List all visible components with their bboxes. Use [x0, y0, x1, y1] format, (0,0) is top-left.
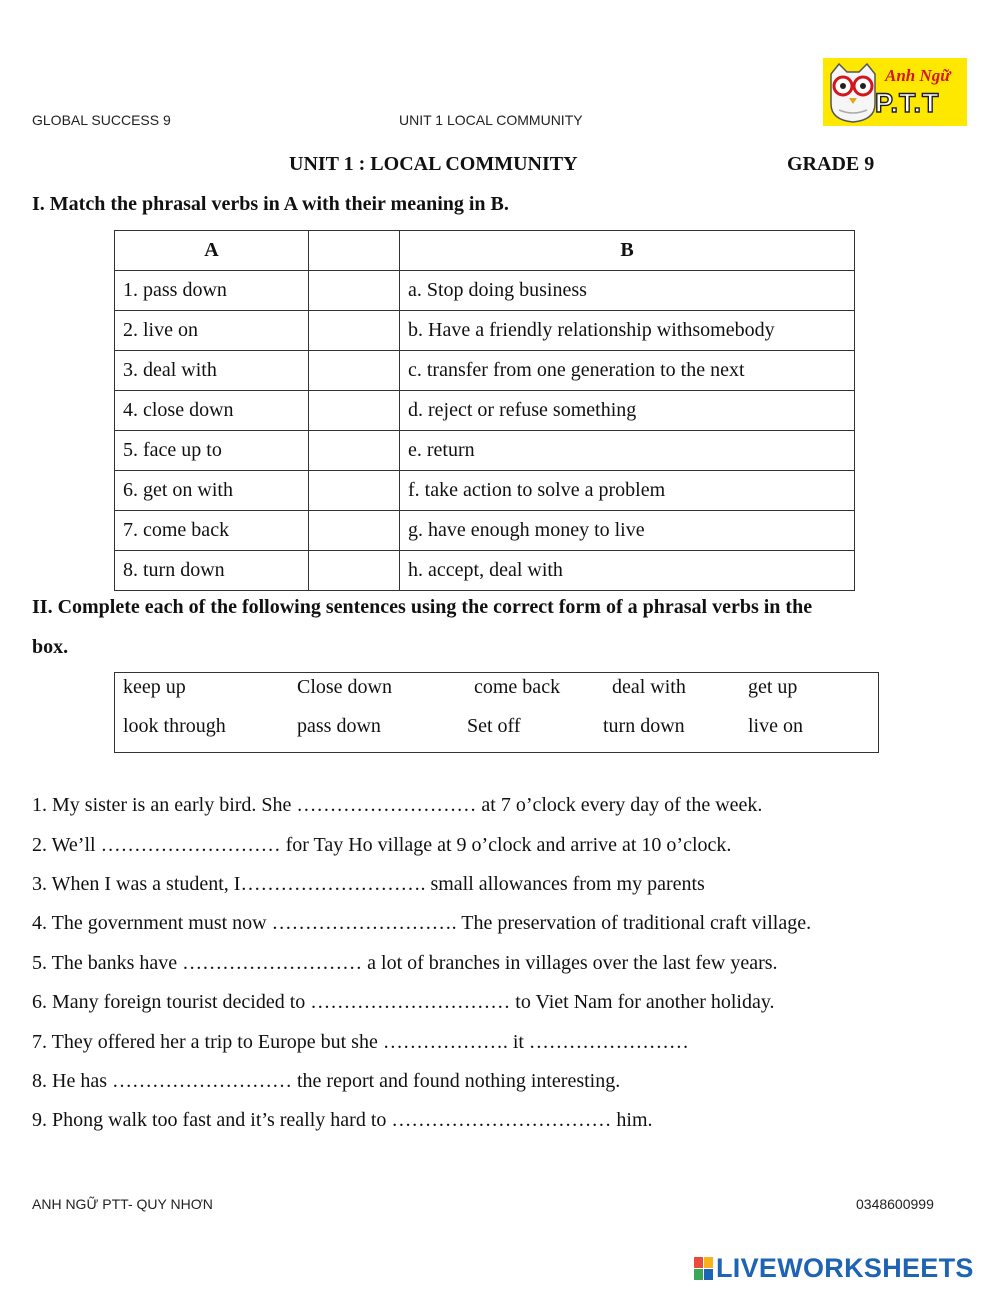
header-left: GLOBAL SUCCESS 9 [32, 112, 171, 128]
word-option: pass down [297, 715, 381, 737]
word-option: get up [748, 676, 798, 698]
sentence-6: 6. Many foreign tourist decided to ………………………… to Viet Nam for another holiday. [32, 991, 775, 1013]
word-option: keep up [123, 676, 186, 698]
phrasal-verb: 1. pass down [115, 271, 309, 311]
table-row [115, 471, 855, 511]
word-option: come back [474, 676, 561, 698]
footer-phone: 0348600999 [856, 1196, 934, 1212]
meaning: g. have enough money to live [400, 511, 855, 551]
answer-cell[interactable] [309, 431, 400, 471]
table-row [115, 551, 855, 591]
sentence-4: 4. The government must now ………………………. The preservation of traditional craft village. [32, 912, 812, 934]
sentence-1: 1. My sister is an early bird. She ……………………… at 7 o’clock every day of the week. [32, 794, 763, 816]
column-b-header: B [400, 231, 855, 271]
word-option: Set off [467, 715, 521, 737]
table-row [115, 271, 855, 311]
phrasal-verb: 4. close down [115, 391, 309, 431]
phrasal-verb: 8. turn down [115, 551, 309, 591]
word-box [114, 672, 879, 753]
footer-left: ANH NGỮ PTT- QUY NHƠN [32, 1196, 213, 1212]
table-row [115, 351, 855, 391]
phrasal-verb: 3. deal with [115, 351, 309, 391]
sentence-3: 3. When I was a student, I………………………. small allowances from my parents [32, 873, 705, 895]
sentence-7: 7. They offered her a trip to Europe but she ………………. it …………………… [32, 1031, 689, 1053]
word-option: Close down [297, 676, 392, 698]
meaning: f. take action to solve a problem [400, 471, 855, 511]
answer-cell[interactable] [309, 311, 400, 351]
answer-cell[interactable] [309, 351, 400, 391]
answer-cell[interactable] [309, 471, 400, 511]
grade-label: GRADE 9 [787, 153, 875, 175]
header-center: UNIT 1 LOCAL COMMUNITY [399, 112, 583, 128]
section2-heading-cont: box. [32, 636, 69, 658]
meaning: a. Stop doing business [400, 271, 855, 311]
section1-heading: I. Match the phrasal verbs in A with their meaning in B. [32, 193, 509, 215]
meaning: e. return [400, 431, 855, 471]
sentence-8: 8. He has ……………………… the report and found nothing interesting. [32, 1070, 621, 1092]
word-option: look through [123, 715, 226, 737]
logo [823, 58, 967, 126]
logo-text-bottom: P.T.T [875, 88, 940, 118]
matching-table [114, 230, 855, 591]
sentence-5: 5. The banks have ……………………… a lot of branches in villages over the last few years. [32, 952, 778, 974]
answer-cell[interactable] [309, 511, 400, 551]
table-row [115, 431, 855, 471]
table-row [115, 391, 855, 431]
liveworksheets-wordmark: LIVEWORKSHEETS [716, 1253, 974, 1283]
answer-cell[interactable] [309, 391, 400, 431]
sentence-2: 2. We’ll ……………………… for Tay Ho village at 9 o’clock and arrive at 10 o’clock. [32, 834, 732, 856]
blocks-icon [694, 1257, 714, 1281]
meaning: c. transfer from one generation to the next [400, 351, 855, 391]
answer-cell[interactable] [309, 551, 400, 591]
phrasal-verb: 2. live on [115, 311, 309, 351]
phrasal-verb: 7. come back [115, 511, 309, 551]
answer-column-header [309, 231, 400, 271]
logo-text-top: Anh Ngữ [885, 66, 951, 85]
meaning: d. reject or refuse something [400, 391, 855, 431]
answer-cell[interactable] [309, 271, 400, 311]
table-row [115, 311, 855, 351]
owl-icon [825, 60, 881, 124]
phrasal-verb: 5. face up to [115, 431, 309, 471]
column-a-header: A [115, 231, 309, 271]
table-header-row [115, 231, 855, 271]
sentence-9: 9. Phong walk too fast and it’s really hard to …………………………… him. [32, 1109, 653, 1131]
section2-heading: II. Complete each of the following sentences using the correct form of a phrasal verbs in the [32, 596, 813, 618]
meaning: b. Have a friendly relationship withsomebody [400, 311, 855, 351]
word-option: deal with [612, 676, 686, 698]
table-row [115, 511, 855, 551]
word-option: live on [748, 715, 803, 737]
word-option: turn down [603, 715, 685, 737]
meaning: h. accept, deal with [400, 551, 855, 591]
page-title: UNIT 1 : LOCAL COMMUNITY [289, 153, 578, 175]
phrasal-verb: 6. get on with [115, 471, 309, 511]
